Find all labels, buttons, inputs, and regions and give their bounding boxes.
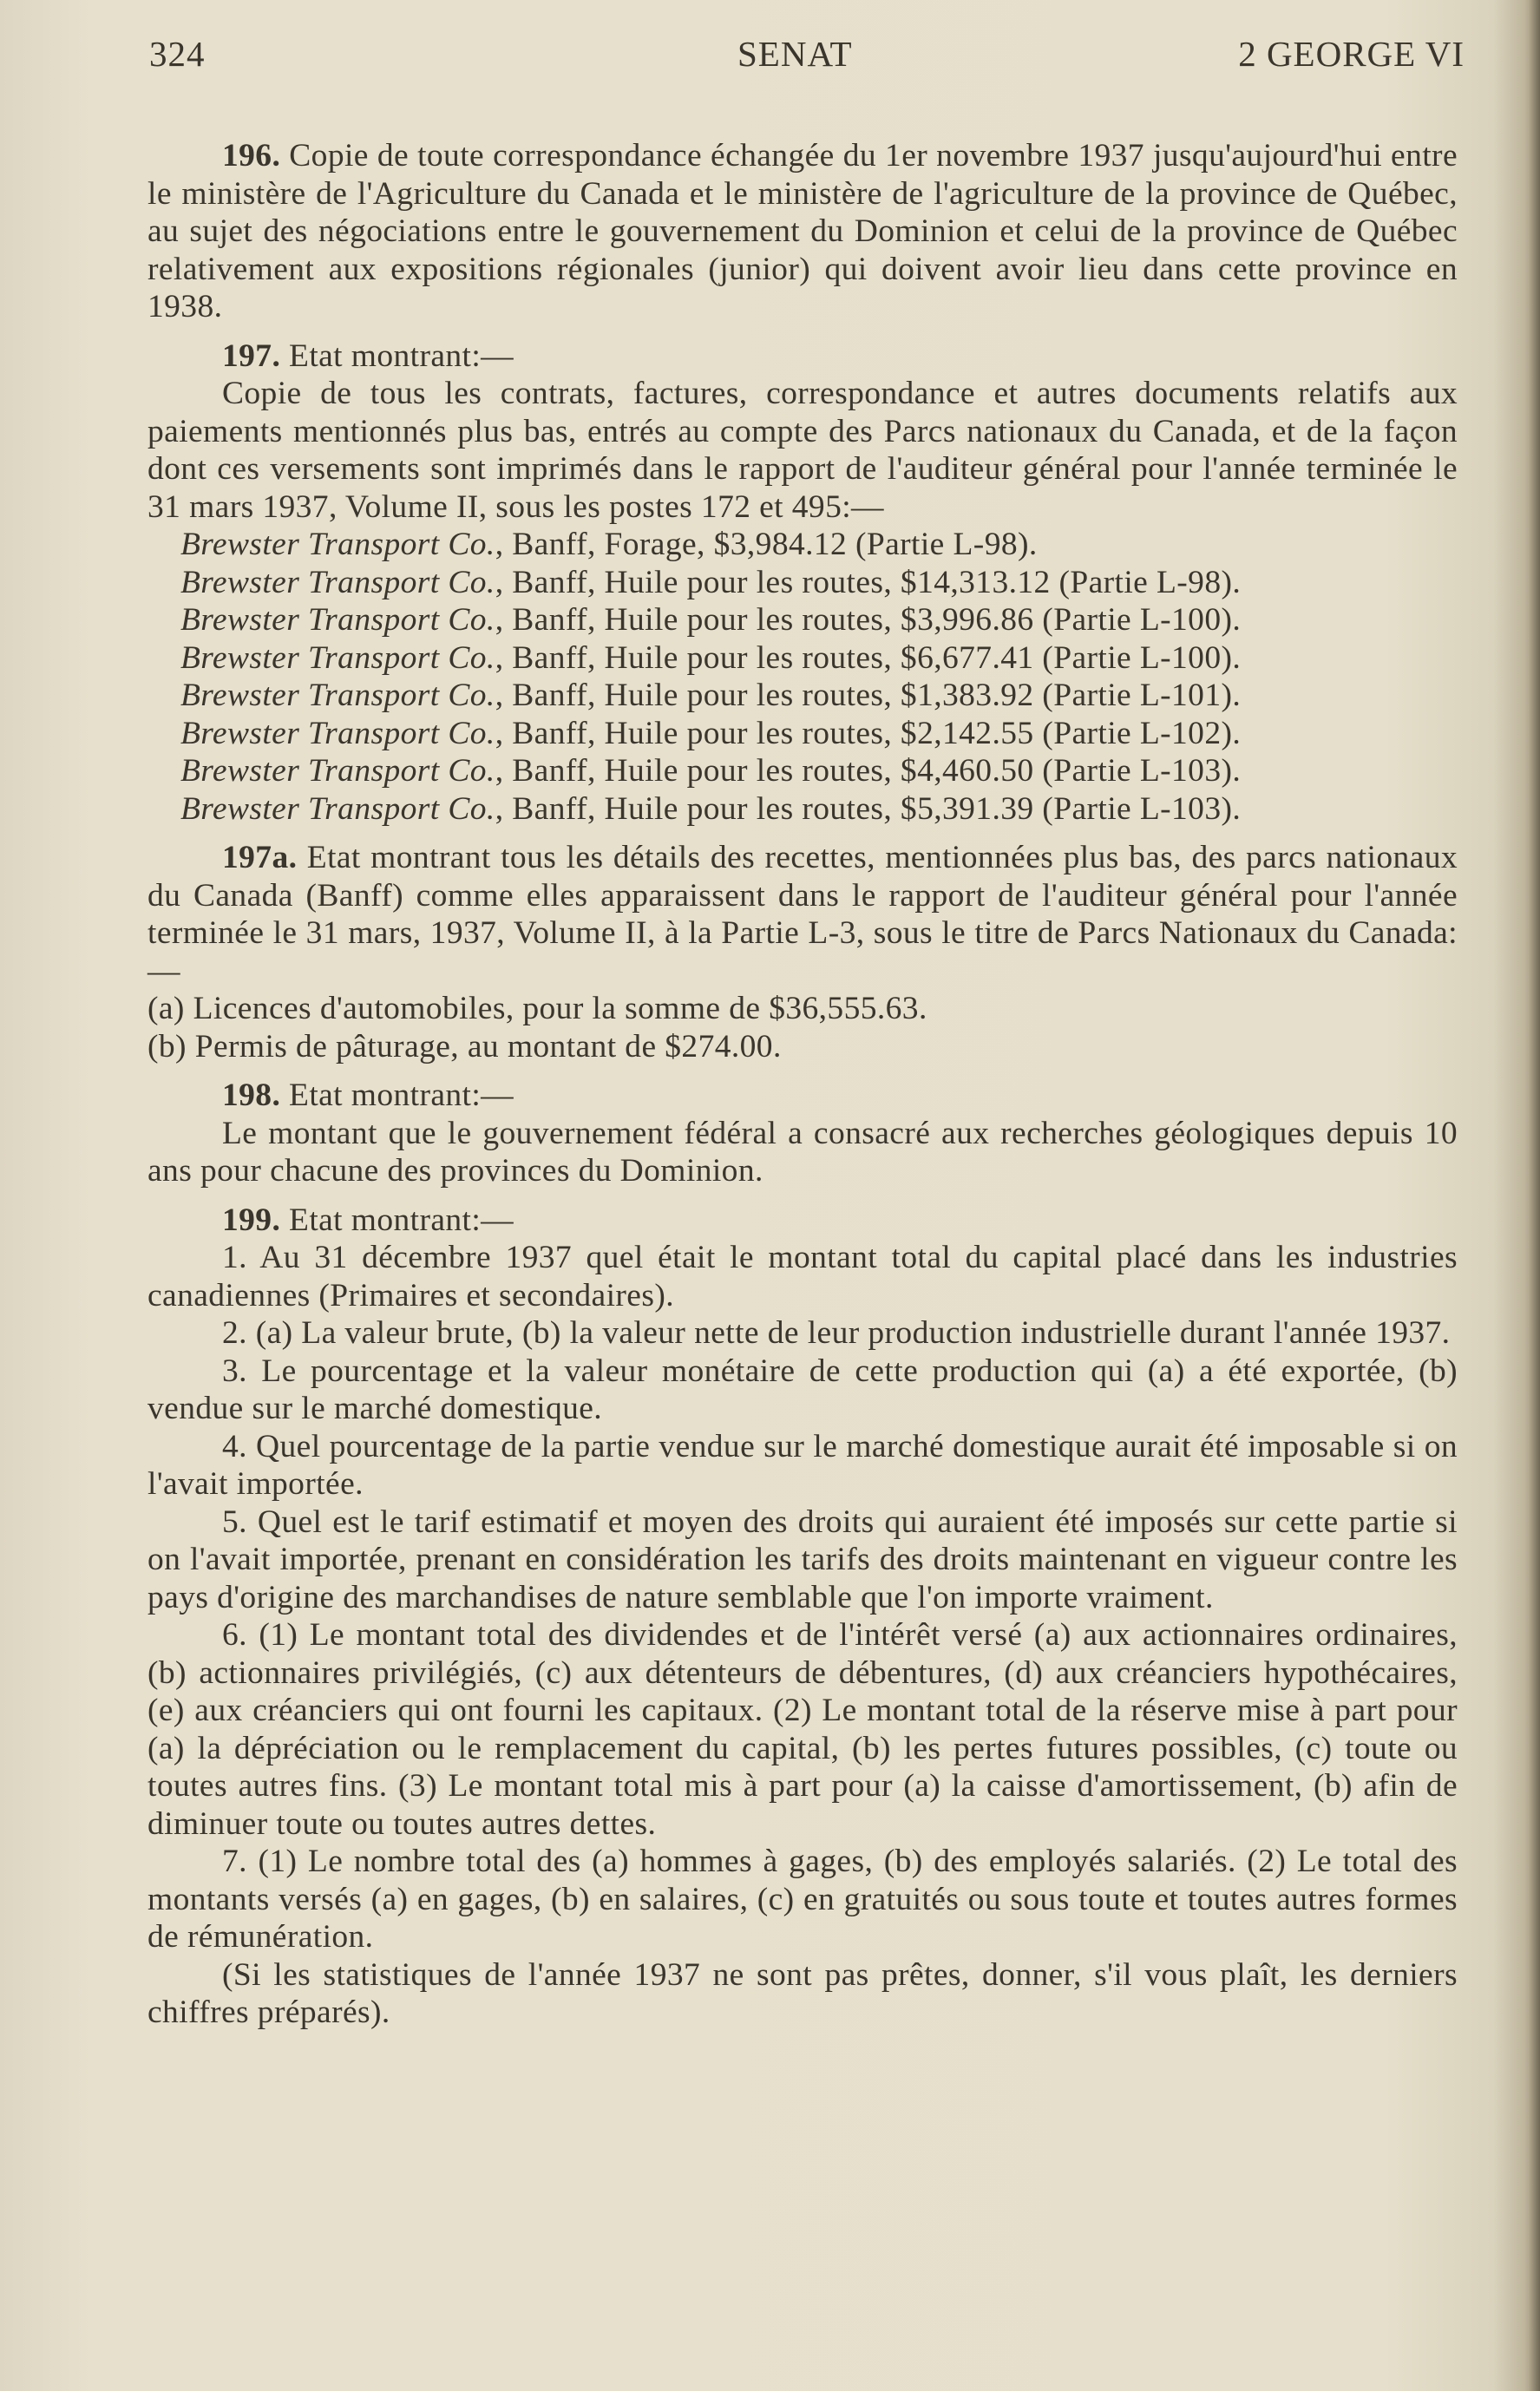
item-number: 199. (222, 1202, 281, 1238)
contractor-name: Brewster Transport Co. (180, 564, 495, 600)
page-number: 324 (149, 34, 206, 74)
closing-note: (Si les statistiques de l'année 1937 ne sont pas prêtes, donner, s'il vous plaît, les derniers chiffres préparés). (147, 1956, 1458, 2030)
item-198-heading (147, 1077, 1458, 1115)
contractor-name: Brewster Transport Co. (180, 678, 495, 713)
item-196 (147, 137, 1458, 326)
item-197a-a: (a) Licences d'automobiles, pour la somme de $36,555.63. (147, 991, 927, 1026)
question-3: 3. Le pourcentage et la valeur monétaire de cette production qui (a) a été exportée, (b) vendue sur le marché domestique. (147, 1353, 1458, 1426)
item-197a-b: (b) Permis de pâturage, au montant de $274.00. (147, 1028, 782, 1064)
payment-entry: Brewster Transport Co., Banff, Huile pour les routes, $4,460.50 (Partie L-103). (180, 753, 1242, 789)
item-197-text: Copie de tous les contrats, factures, correspondance et autres documents relatifs aux paiements mentionnés plus bas, entrés au compte des Parcs nationaux du Canada, et de la façon dont ces versements sont imprimés dans le rapport de l'auditeur général pour l'année terminée le 31 mars 1937, Volume II, sous les postes 172 et 495:— (147, 376, 1458, 525)
question-1: 1. Au 31 décembre 1937 quel était le montant total du capital placé dans les industries canadiennes (Primaires et secondaires). (147, 1240, 1458, 1313)
running-head-right: 2 GEORGE VI (1238, 34, 1465, 74)
question-7: 7. (1) Le nombre total des (a) hommes à gages, (b) des employés salariés. (2) Le total des montants versés (a) en gages, (b) en salaires, (c) en gratuités ou sous toute et toutes autres formes de rémunération. (147, 1844, 1458, 1955)
item-198-text: Le montant que le gouvernement fédéral a consacré aux recherches géologiques depuis 10 ans pour chacune des provinces du Dominion. (147, 1115, 1458, 1189)
item-197-heading (147, 337, 1458, 376)
item-number: 196. (222, 138, 281, 174)
payment-entry: Brewster Transport Co., Banff, Huile pour les routes, $1,383.92 (Partie L-101). (180, 678, 1242, 713)
contractor-name: Brewster Transport Co. (180, 639, 495, 676)
contractor-name: Brewster Transport Co. (180, 602, 495, 638)
page-spine-edge (1528, 0, 1540, 2391)
item-number: 197a. (222, 840, 298, 875)
contractor-name: Brewster Transport Co. (180, 753, 495, 789)
contractor-name: Brewster Transport Co. (180, 715, 495, 751)
payment-entry: Brewster Transport Co., Banff, Huile pour les routes, $6,677.41 (Partie L-100). (180, 639, 1242, 676)
question-6: 6. (1) Le montant total des dividendes et de l'intérêt versé (a) aux actionnaires ordinaires, (b) actionnaires privilégiés, (c) aux détenteurs de débentures, (d) aux créanciers hypothécaires, (e) aux créanciers qui ont fourni les capitaux. (2) Le montant total de la réserve mise à part pour (a) la dépréciation ou le remplacement du capital, (b) les pertes futures possibles, (c) toute ou toutes autres fins. (3) Le montant total mis à part pour (a) la caisse d'amortissement, (b) afin de diminuer toute ou toutes autres dettes. (147, 1617, 1458, 1842)
item-intro: Etat montrant:— (289, 337, 514, 374)
payment-list (180, 526, 1458, 828)
running-head-center: SENAT (737, 34, 853, 74)
payment-entry: Brewster Transport Co., Banff, Huile pour les routes, $5,391.39 (Partie L-103). (180, 790, 1242, 827)
question-4: 4. Quel pourcentage de la partie vendue sur le marché domestique aurait été imposable si on l'avait importée. (147, 1428, 1458, 1502)
contractor-name: Brewster Transport Co. (180, 527, 495, 562)
item-text: Etat montrant tous les détails des recettes, mentionnées plus bas, des parcs nationaux du Canada (Banff) comme elles apparaissent dans le rapport de l'auditeur général pour l'année terminée le 31 mars, 1937, Volume II, à la Partie L-3, sous le titre de Parcs Nationaux du Canada:— (147, 840, 1458, 989)
item-199-heading (147, 1202, 1458, 1240)
item-text: Copie de toute correspondance échangée du 1er novembre 1937 jusqu'aujourd'hui entre le ministère de l'Agriculture du Canada et le ministère de l'agriculture de la province de Québec, au sujet des négociations entre le gouvernement du Dominion et celui de la province de Québec relativement aux expositions régionales (junior) qui doivent avoir lieu dans cette province en 1938. (147, 138, 1458, 324)
item-number: 197. (222, 337, 281, 374)
payment-entry: Brewster Transport Co., Banff, Huile pour les routes, $14,313.12 (Partie L-98). (180, 564, 1242, 600)
item-intro: Etat montrant:— (289, 1078, 514, 1113)
item-number: 198. (222, 1078, 281, 1113)
body-text (147, 137, 1458, 2032)
item-197a (147, 839, 1458, 990)
running-head (149, 33, 1465, 76)
payment-entry: Brewster Transport Co., Banff, Forage, $3,984.12 (Partie L-98). (180, 527, 1038, 562)
payment-entry: Brewster Transport Co., Banff, Huile pour les routes, $3,996.86 (Partie L-100). (180, 602, 1242, 638)
question-5: 5. Quel est le tarif estimatif et moyen des droits qui auraient été imposés sur cette partie si on l'avait importée, prenant en considération les tarifs des droits maintenant en vigueur contre les pays d'origine des marchandises de nature semblable que l'on importe vraiment. (147, 1503, 1458, 1615)
item-intro: Etat montrant:— (289, 1202, 514, 1238)
contractor-name: Brewster Transport Co. (180, 790, 495, 827)
question-2: 2. (a) La valeur brute, (b) la valeur nette de leur production industrielle durant l'année 1937. (222, 1315, 1451, 1351)
payment-entry: Brewster Transport Co., Banff, Huile pour les routes, $2,142.55 (Partie L-102). (180, 715, 1242, 751)
